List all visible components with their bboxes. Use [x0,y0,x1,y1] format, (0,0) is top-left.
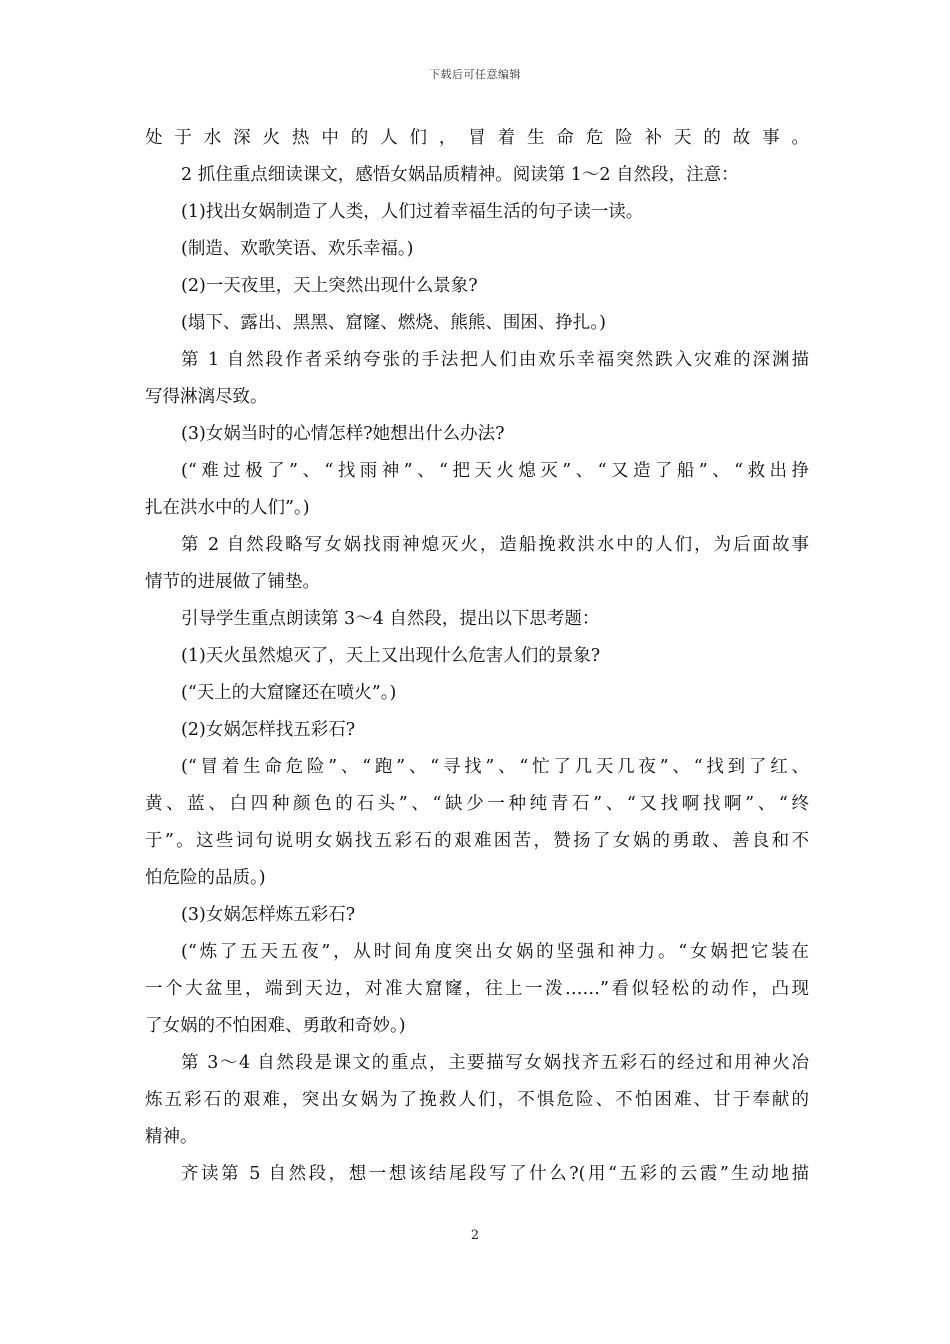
document-body [145,120,809,1193]
text-line: (“冒着生命危险”、“跑”、“寻找”、“忙了几天几夜”、“找到了红、 [181,757,809,777]
text-line: 引导学生重点朗读第 3～4 自然段，提出以下思考题： [181,609,600,629]
text-line: 怕危险的品质。) [145,868,266,888]
text-line: 写得淋漓尽致。 [145,387,268,407]
text-line: (3)女娲怎样炼五彩石? [181,905,356,925]
text-line: 扎在洪水中的人们”。) [145,498,310,518]
text-line: 精神。 [145,1127,198,1147]
text-line: (“天上的大窟窿还在喷火”。) [181,683,397,703]
text-line: (“难过极了”、“找雨神”、“把天火熄灭”、“又造了船”、“救出挣 [181,461,809,481]
text-line: 齐读第 5 自然段，想一想该结尾段写了什么?(用“五彩的云霞”生动地描 [181,1164,809,1184]
text-line: (2)女娲怎样找五彩石? [181,720,356,740]
text-line: 炼五彩石的艰难，突出女娲为了挽救人们，不惧危险、不怕困难、甘于奉献的 [145,1090,809,1110]
text-line: 处于水深火热中的人们，冒着生命危险补天的故事。 [145,128,809,148]
text-line: (1)天火虽然熄灭了，天上又出现什么危害人们的景象? [181,646,601,666]
text-line: 一个大盆里，端到天边，对准大窟窿，往上一泼……”看似轻松的动作，凸现 [145,979,809,999]
text-line: (“炼了五天五夜”，从时间角度突出女娲的坚强和神力。“女娲把它装在 [181,942,809,962]
text-line: 2 抓住重点细读课文，感悟女娲品质精神。阅读第 1～2 自然段，注意： [181,165,739,185]
text-line: 了女娲的不怕困难、勇敢和奇妙。) [145,1016,406,1036]
text-line: (1)找出女娲制造了人类，人们过着幸福生活的句子读一读。 [181,202,644,222]
text-line: 黄、蓝、白四种颜色的石头”、“缺少一种纯青石”、“又找啊找啊”、“终 [145,794,809,814]
text-line: (3)女娲当时的心情怎样?她想出什么办法? [181,424,505,444]
text-line: 第 1 自然段作者采纳夸张的手法把人们由欢乐幸福突然跌入灾难的深渊描 [181,350,809,370]
text-line: 于”。这些词句说明女娲找五彩石的艰难困苦，赞扬了女娲的勇敢、善良和不 [145,831,809,851]
text-line: (2)一天夜里，天上突然出现什么景象? [181,276,478,296]
text-line: 第 2 自然段略写女娲找雨神熄灭火，造船挽救洪水中的人们，为后面故事 [181,535,809,555]
text-line: 情节的进展做了铺垫。 [145,572,320,592]
text-line: (制造、欢歌笑语、欢乐幸福。) [181,239,414,259]
text-line: 第 3～4 自然段是课文的重点，主要描写女娲找齐五彩石的经过和用神火冶 [181,1053,809,1073]
text-line: (塌下、露出、黑黑、窟窿、燃烧、熊熊、围困、挣扎。) [181,313,606,333]
page-header: 下载后可任意编辑 [429,68,521,81]
page-number: 2 [470,1228,480,1243]
